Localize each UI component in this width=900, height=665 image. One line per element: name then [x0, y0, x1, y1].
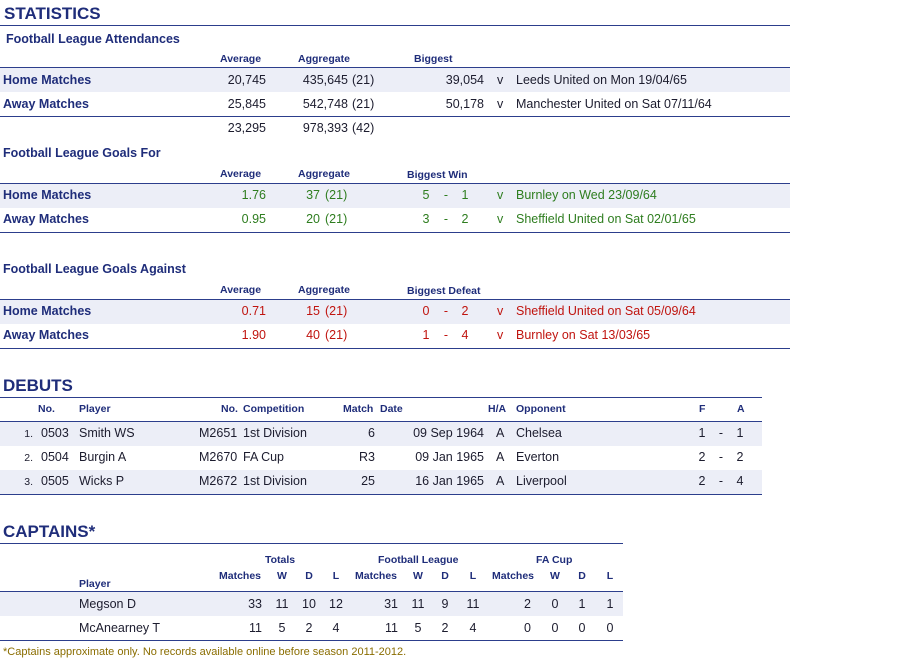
score-dash: -: [718, 426, 724, 440]
aggregate-value: 542,748: [302, 97, 348, 111]
goals-against: 4: [736, 474, 744, 488]
average-value: 20,745: [227, 73, 266, 87]
facup-l: 1: [606, 597, 614, 611]
debuts-title: DEBUTS: [3, 376, 73, 395]
league-matches: 11: [385, 621, 398, 635]
versus: v: [497, 97, 504, 111]
versus: v: [497, 212, 504, 226]
col-competition: Competition: [243, 403, 305, 415]
average-value: 0.95: [241, 212, 266, 226]
captains-footnote: *Captains approximate only. No records available online before season 2011-2012.: [3, 646, 407, 658]
totals-w: 5: [278, 621, 286, 635]
total-average: 23,295: [227, 121, 266, 135]
col-opponent: Opponent: [516, 403, 566, 415]
match-no: M2670: [199, 450, 238, 464]
facup-w: 0: [551, 621, 559, 635]
league-l: 4: [469, 621, 477, 635]
col-player: Player: [79, 578, 111, 590]
group-facup: FA Cup: [536, 554, 573, 566]
home-away: A: [496, 474, 505, 488]
goals-for-title: Football League Goals For: [3, 146, 161, 160]
facup-matches: 0: [524, 621, 531, 635]
group-league: Football League: [378, 554, 459, 566]
statistics-title: STATISTICS: [4, 4, 101, 23]
row-index: 1.: [24, 428, 33, 440]
versus: v: [497, 188, 504, 202]
divider: [0, 543, 623, 544]
player-no: 0504: [41, 450, 69, 464]
totals-d: 10: [302, 597, 316, 611]
player-name: Wicks P: [79, 474, 125, 488]
col-totals-l: L: [332, 570, 340, 582]
divider: [0, 640, 623, 641]
competition: 1st Division: [243, 426, 307, 440]
col-average: Average: [220, 168, 262, 180]
col-facup-l: L: [606, 570, 614, 582]
totals-l: 4: [332, 621, 340, 635]
games-count: (21): [352, 73, 375, 87]
col-totals-d: D: [305, 570, 313, 582]
col-totals-matches: Matches: [219, 570, 262, 582]
score-for: 1: [422, 328, 430, 342]
biggest-detail: Leeds United on Mon 19/04/65: [516, 73, 687, 87]
col-biggest-defeat: Biggest Defeat: [407, 285, 481, 297]
games-count: (21): [325, 188, 348, 202]
row-label: Home Matches: [3, 304, 92, 318]
average-value: 1.90: [241, 328, 266, 342]
competition: FA Cup: [243, 450, 284, 464]
col-no: No.: [38, 403, 55, 415]
score-dash: -: [443, 212, 449, 226]
col-facup-w: W: [550, 570, 560, 582]
opponent: Chelsea: [516, 426, 562, 440]
score-dash: -: [718, 474, 724, 488]
group-totals: Totals: [265, 554, 296, 566]
captain-name: Megson D: [79, 597, 136, 611]
average-value: 0.71: [241, 304, 266, 318]
home-away: A: [496, 426, 505, 440]
aggregate-value: 20: [306, 212, 320, 226]
col-facup-matches: Matches: [492, 570, 535, 582]
col-facup-d: D: [578, 570, 586, 582]
player-name: Smith WS: [79, 426, 135, 440]
score-against: 4: [461, 328, 469, 342]
score-against: 1: [461, 188, 469, 202]
totals-d: 2: [305, 621, 313, 635]
col-f: F: [699, 403, 706, 415]
row-label: Home Matches: [3, 188, 92, 202]
goals-against-title: Football League Goals Against: [3, 262, 186, 276]
row-index: 2.: [24, 452, 33, 464]
facup-d: 1: [578, 597, 586, 611]
biggest-detail: Manchester United on Sat 07/11/64: [516, 97, 712, 111]
score-against: 2: [461, 212, 469, 226]
match-round: 6: [368, 426, 375, 440]
row-index: 3.: [24, 476, 33, 488]
games-count: (21): [325, 328, 348, 342]
captains-title: CAPTAINS*: [3, 522, 96, 541]
league-d: 9: [441, 597, 449, 611]
goals-against: 1: [736, 426, 744, 440]
aggregate-value: 40: [306, 328, 320, 342]
facup-d: 0: [578, 621, 586, 635]
facup-w: 0: [551, 597, 559, 611]
col-biggest-win: Biggest Win: [407, 169, 468, 181]
totals-l: 12: [329, 597, 343, 611]
col-match-no: No.: [221, 403, 238, 415]
competition: 1st Division: [243, 474, 307, 488]
games-count: (21): [325, 304, 348, 318]
col-league-l: L: [469, 570, 477, 582]
match-date: 09 Sep 1964: [413, 426, 484, 440]
captain-name: McAnearney T: [79, 621, 161, 635]
league-d: 2: [441, 621, 449, 635]
opponent: Everton: [516, 450, 560, 464]
facup-matches: 2: [524, 597, 531, 611]
score-for: 3: [422, 212, 430, 226]
col-league-d: D: [441, 570, 449, 582]
row-label: Away Matches: [3, 97, 89, 111]
biggest-value: 39,054: [445, 73, 484, 87]
col-aggregate: Aggregate: [298, 168, 350, 180]
versus: v: [497, 73, 504, 87]
col-ha: H/A: [488, 403, 507, 415]
goals-against: 2: [736, 450, 744, 464]
match-round: R3: [359, 450, 375, 464]
match-no: M2672: [199, 474, 238, 488]
average-value: 1.76: [241, 188, 266, 202]
player-name: Burgin A: [79, 450, 127, 464]
col-aggregate: Aggregate: [298, 284, 350, 296]
score-dash: -: [443, 328, 449, 342]
league-w: 5: [414, 621, 422, 635]
divider: [0, 494, 762, 495]
col-average: Average: [220, 53, 262, 65]
opponent: Liverpool: [516, 474, 567, 488]
league-w: 11: [411, 597, 425, 611]
totals-matches: 33: [248, 597, 262, 611]
facup-l: 0: [606, 621, 614, 635]
match-date: 09 Jan 1965: [415, 450, 484, 464]
row-label: Away Matches: [3, 212, 89, 226]
col-aggregate: Aggregate: [298, 53, 350, 65]
totals-matches: 11: [249, 621, 262, 635]
home-away: A: [496, 450, 505, 464]
row-label: Away Matches: [3, 328, 89, 342]
average-value: 25,845: [227, 97, 266, 111]
versus: v: [497, 304, 504, 318]
score-against: 2: [461, 304, 469, 318]
row-band: [0, 184, 790, 208]
aggregate-value: 435,645: [302, 73, 348, 87]
divider: [0, 397, 762, 398]
total-aggregate: 978,393: [302, 121, 348, 135]
league-matches: 31: [384, 597, 398, 611]
divider: [0, 25, 790, 26]
player-no: 0503: [41, 426, 69, 440]
divider: [0, 116, 790, 117]
aggregate-value: 37: [306, 188, 320, 202]
biggest-detail: Burnley on Wed 23/09/64: [516, 188, 657, 202]
versus: v: [497, 328, 504, 342]
player-no: 0505: [41, 474, 69, 488]
totals-w: 11: [275, 597, 289, 611]
biggest-detail: Sheffield United on Sat 05/09/64: [516, 304, 696, 318]
biggest-detail: Sheffield United on Sat 02/01/65: [516, 212, 696, 226]
col-totals-w: W: [277, 570, 287, 582]
games-count: (21): [352, 97, 375, 111]
match-date: 16 Jan 1965: [415, 474, 484, 488]
biggest-detail: Burnley on Sat 13/03/65: [516, 328, 651, 342]
col-date: Date: [380, 403, 403, 415]
total-games: (42): [352, 121, 375, 135]
row-label: Home Matches: [3, 73, 92, 87]
col-a: A: [737, 403, 745, 415]
col-match: Match: [343, 403, 374, 415]
attendances-title: Football League Attendances: [6, 32, 180, 46]
score-for: 5: [422, 188, 430, 202]
score-for: 0: [422, 304, 430, 318]
divider: [0, 232, 790, 233]
goals-for: 1: [698, 426, 706, 440]
match-round: 25: [361, 474, 375, 488]
biggest-value: 50,178: [445, 97, 484, 111]
col-biggest: Biggest: [414, 53, 453, 65]
col-average: Average: [220, 284, 262, 296]
games-count: (21): [325, 212, 348, 226]
aggregate-value: 15: [306, 304, 320, 318]
score-dash: -: [443, 188, 449, 202]
match-no: M2651: [199, 426, 238, 440]
col-league-w: W: [413, 570, 423, 582]
league-l: 11: [466, 597, 480, 611]
divider: [0, 348, 790, 349]
goals-for: 2: [698, 474, 706, 488]
goals-for: 2: [698, 450, 706, 464]
col-league-matches: Matches: [355, 570, 398, 582]
score-dash: -: [718, 450, 724, 464]
score-dash: -: [443, 304, 449, 318]
col-player: Player: [79, 403, 111, 415]
